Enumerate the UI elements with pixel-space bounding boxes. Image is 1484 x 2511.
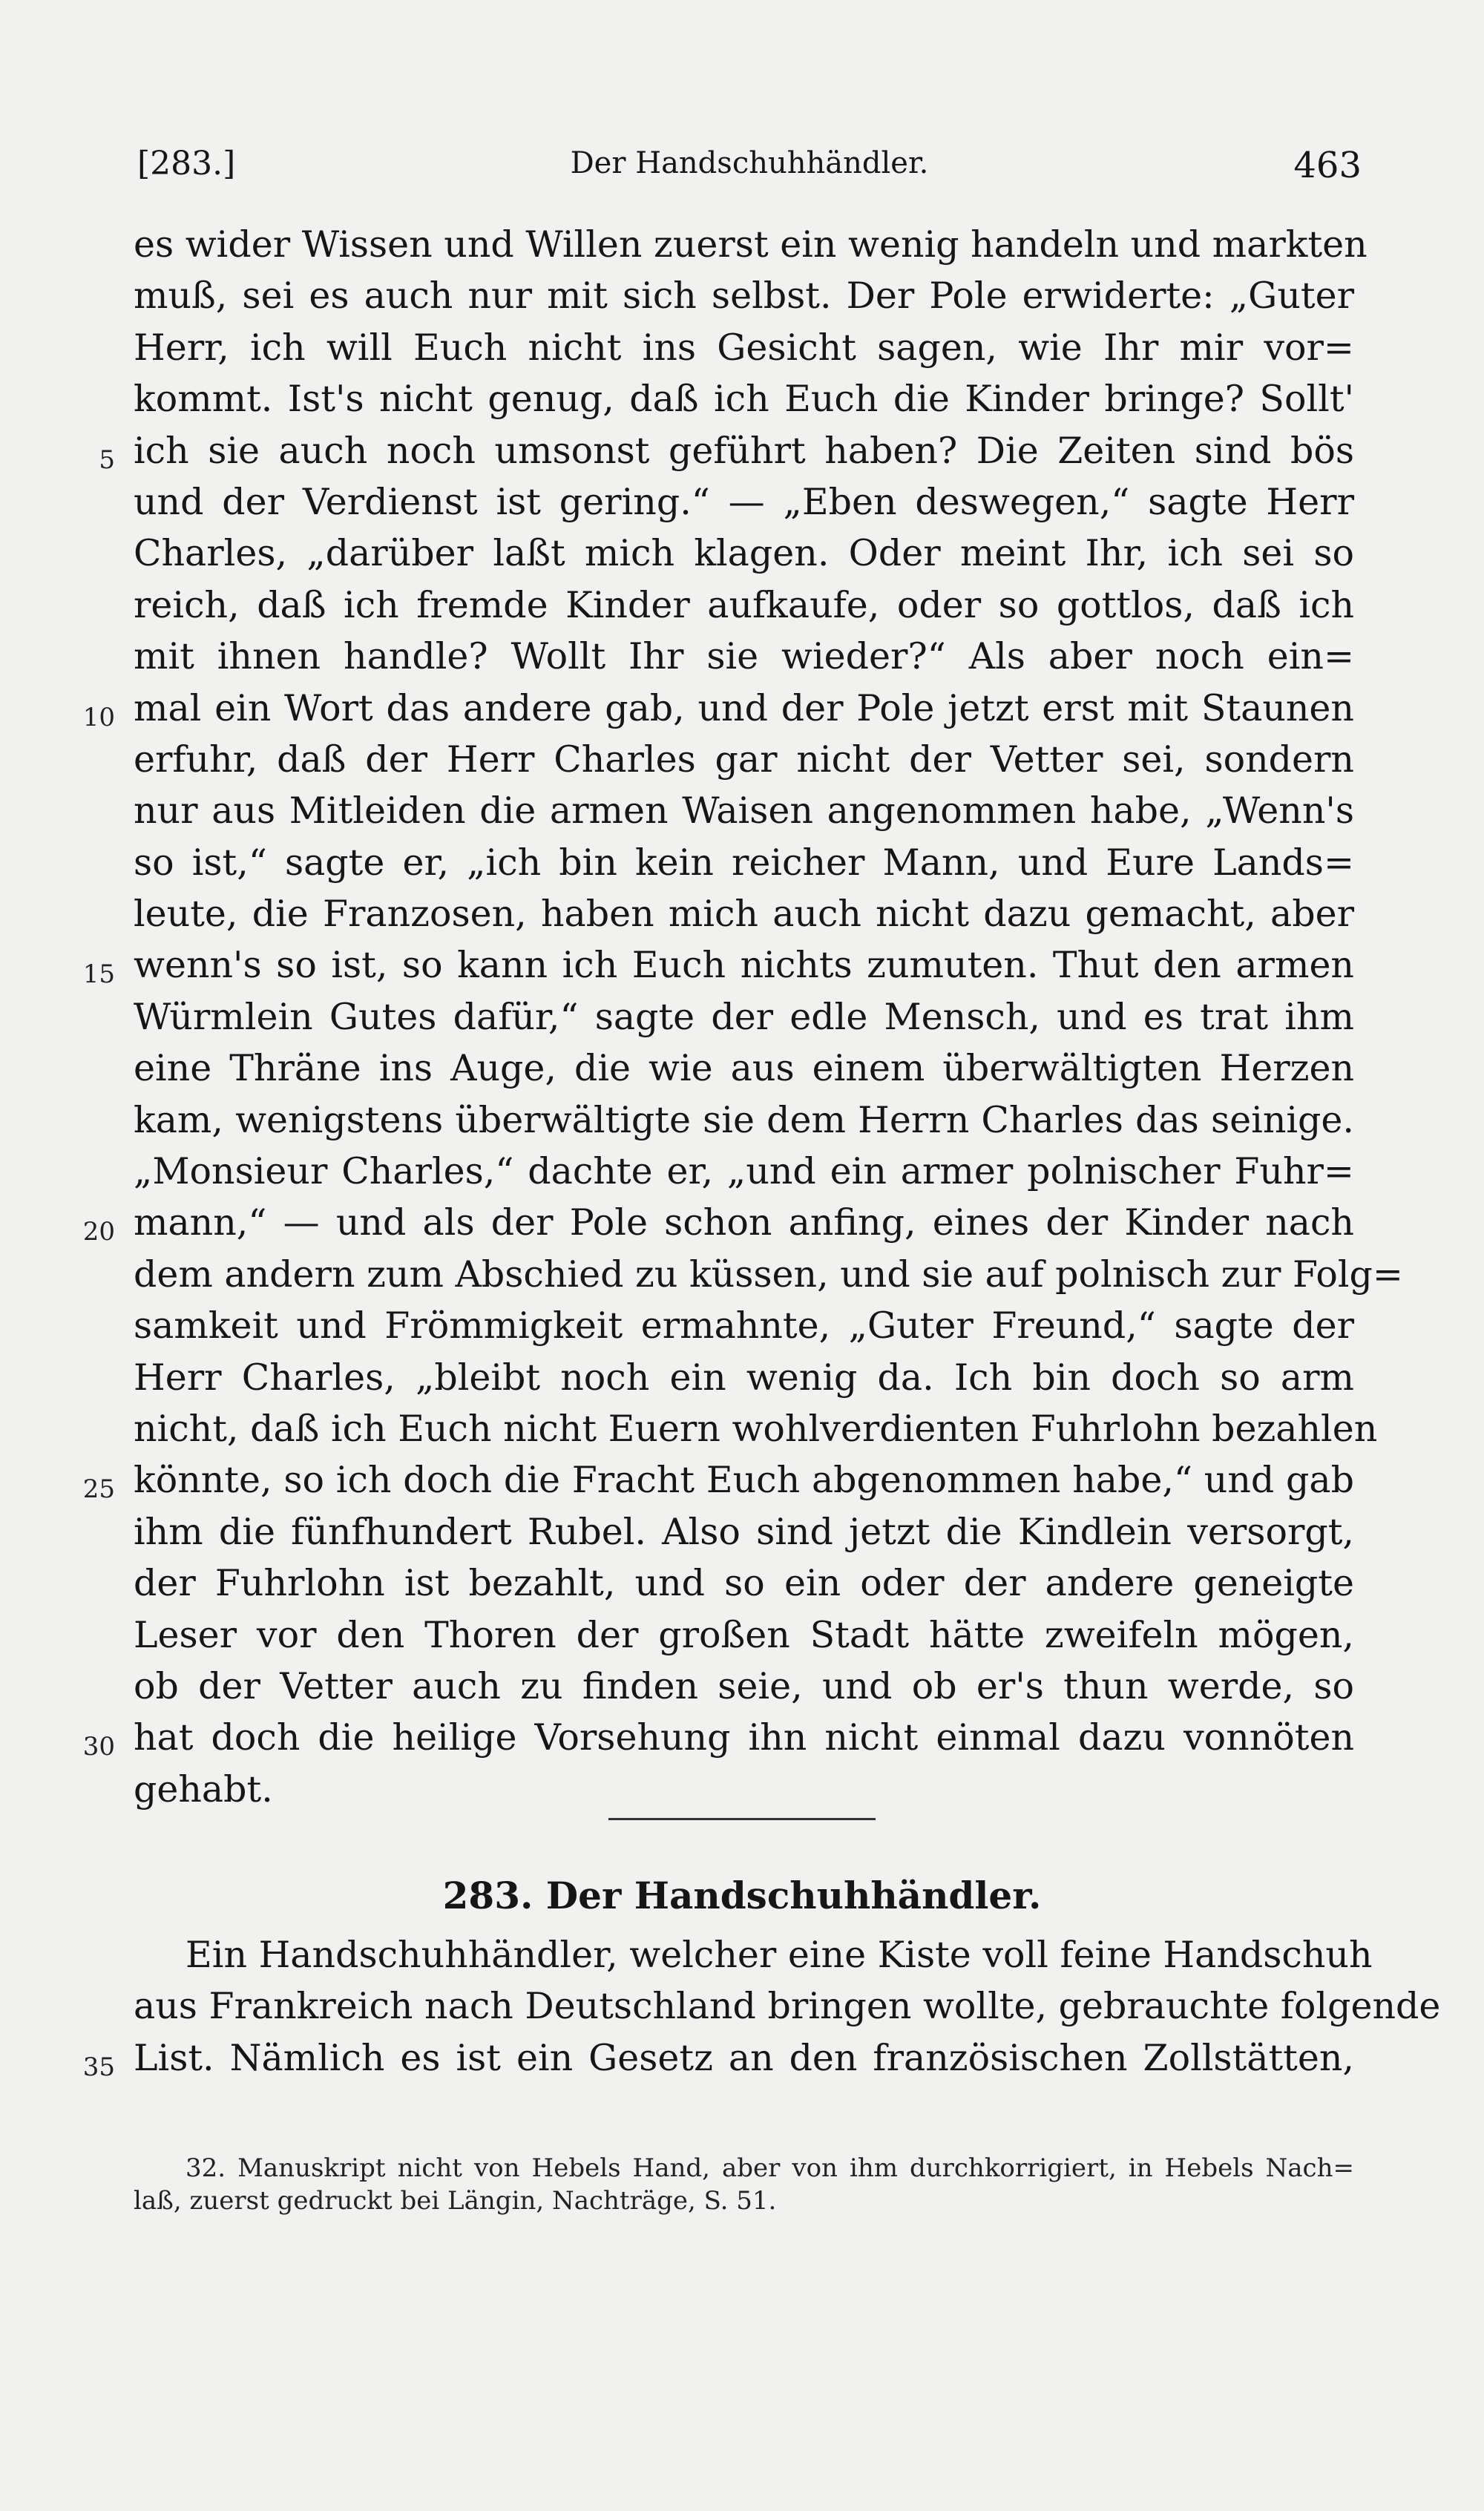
page-number: 463: [1293, 145, 1362, 186]
text-line: [0, 1458, 1484, 1509]
text-line: [0, 1664, 1484, 1716]
line-text: der Fuhrlohn ist bezahlt, und so ein oder der andere geneigte: [134, 1562, 1354, 1605]
text-line: [0, 1201, 1484, 1252]
line-number: 10: [82, 702, 115, 732]
line-number: 5: [99, 444, 115, 475]
line-text: leute, die Franzosen, haben mich auch nicht dazu gemacht, aber: [134, 893, 1354, 936]
section-divider: [608, 1818, 876, 1820]
text-line: [0, 1253, 1484, 1304]
text-line: [0, 480, 1484, 531]
text-line: [0, 223, 1484, 274]
footnote: [134, 2152, 1354, 2217]
line-text: Leser vor den Thoren der großen Stadt hätte zweifeln mögen,: [134, 1613, 1354, 1656]
text-line: [0, 943, 1484, 994]
text-line: [0, 274, 1484, 325]
line-text: ob der Vetter auch zu finden seie, und ob er's thun werde, so: [134, 1664, 1354, 1707]
line-text: nicht, daß ich Euch nicht Euern wohlverdienten Fuhrlohn bezahlen: [134, 1407, 1378, 1450]
line-text: Charles, „darüber laßt mich klagen. Oder meint Ihr, ich sei so: [134, 532, 1354, 575]
line-number: 15: [82, 959, 115, 990]
line-text: eine Thräne ins Auge, die wie aus einem überwältigten Herzen: [134, 1047, 1354, 1090]
line-text: muß, sei es auch nur mit sich selbst. Der Pole erwiderte: „Guter: [134, 275, 1354, 318]
text-line: [0, 1716, 1484, 1767]
text-line: [0, 892, 1484, 943]
text-line: [0, 1098, 1484, 1149]
line-text: aus Frankreich nach Deutschland bringen wollte, gebrauchte folgende: [134, 1985, 1441, 2028]
text-line: [0, 326, 1484, 377]
line-text: nur aus Mitleiden die armen Waisen angenommen habe, „Wenn's: [134, 790, 1354, 833]
text-line: [0, 1767, 1484, 1819]
text-line: [0, 841, 1484, 892]
line-text: hat doch die heilige Vorsehung ihn nicht einmal dazu vonnöten: [134, 1716, 1354, 1759]
text-line: [0, 377, 1484, 428]
line-text: Herr, ich will Euch nicht ins Gesicht sagen, wie Ihr mir vor=: [134, 326, 1354, 369]
text-line: [0, 686, 1484, 738]
page-header: [137, 137, 1362, 197]
text-line: [0, 583, 1484, 634]
line-text: mal ein Wort das andere gab, und der Pole jetzt erst mit Staunen: [134, 686, 1354, 729]
line-text: ich sie auch noch umsonst geführt haben? Die Zeiten sind bös: [134, 429, 1354, 472]
line-text: es wider Wissen und Willen zuerst ein wenig handeln und markten: [134, 223, 1368, 266]
line-number: 25: [82, 1474, 115, 1505]
line-text: und der Verdienst ist gering.“ — „Eben deswegen,“ sagte Herr: [134, 480, 1354, 523]
line-text: so ist,“ sagte er, „ich bin kein reicher Mann, und Eure Lands=: [134, 841, 1354, 884]
text-line: [0, 789, 1484, 840]
line-text: Ein Handschuhhändler, welcher eine Kiste voll feine Handschuh: [186, 1934, 1373, 1976]
body-text: [0, 223, 1484, 1819]
footnote-line: 32. Manuskript nicht von Hebels Hand, aber von ihm durchkorrigiert, in Hebels Nach=: [186, 2153, 1354, 2183]
line-text: dem andern zum Abschied zu küssen, und sie auf polnisch zur Folg=: [134, 1253, 1403, 1296]
text-line: [0, 1613, 1484, 1664]
text-line: [0, 1356, 1484, 1407]
line-text: könnte, so ich doch die Fracht Euch abgenommen habe,“ und gab: [134, 1459, 1354, 1502]
text-line: [0, 429, 1484, 480]
text-line: [0, 1510, 1484, 1561]
text-line: [0, 1149, 1484, 1201]
line-text: gehabt.: [134, 1767, 273, 1811]
line-text: kommt. Ist's nicht genug, daß ich Euch die Kinder bringe? Sollt': [134, 378, 1354, 421]
section-title: 283. Der Handschuhhändler.: [442, 1874, 1042, 1917]
text-line: [0, 1561, 1484, 1612]
running-title: Der Handschuhhändler.: [570, 146, 929, 180]
text-line: [0, 531, 1484, 582]
section-reference: [283.]: [137, 145, 236, 183]
text-line: [0, 738, 1484, 789]
line-text: mann,“ — und als der Pole schon anfing, eines der Kinder nach: [134, 1201, 1354, 1244]
line-text: Herr Charles, „bleibt noch ein wenig da. Ich bin doch so arm: [134, 1356, 1354, 1399]
text-line: [0, 1984, 1484, 2035]
line-text: „Monsieur Charles,“ dachte er, „und ein armer polnischer Fuhr=: [134, 1150, 1354, 1193]
line-text: Würmlein Gutes dafür,“ sagte der edle Mensch, und es trat ihm: [134, 995, 1354, 1038]
line-text: erfuhr, daß der Herr Charles gar nicht der Vetter sei, sondern: [134, 738, 1354, 781]
text-line: [0, 634, 1484, 686]
line-text: samkeit und Frömmigkeit ermahnte, „Guter Freund,“ sagte der: [134, 1304, 1354, 1348]
footnote-line: laß, zuerst gedruckt bei Längin, Nachträge, S. 51.: [134, 2186, 777, 2216]
text-line: [0, 1304, 1484, 1355]
line-number: 30: [82, 1732, 115, 1762]
line-number: 20: [82, 1217, 115, 1247]
line-text: mit ihnen handle? Wollt Ihr sie wieder?“ Als aber noch ein=: [134, 635, 1354, 678]
line-text: ihm die fünfhundert Rubel. Also sind jetzt die Kindlein versorgt,: [134, 1510, 1354, 1553]
text-line: [0, 1046, 1484, 1097]
line-text: kam, wenigstens überwältigte sie dem Herrn Charles das seinige.: [134, 1098, 1354, 1141]
text-line: [0, 2036, 1484, 2087]
line-text: wenn's so ist, so kann ich Euch nichts zumuten. Thut den armen: [134, 944, 1354, 987]
text-line: [0, 995, 1484, 1046]
text-line: [0, 1407, 1484, 1458]
line-number: 35: [82, 2052, 115, 2082]
line-text: reich, daß ich fremde Kinder aufkaufe, oder so gottlos, daß ich: [134, 583, 1354, 626]
text-line: [0, 1933, 1484, 1984]
line-text: List. Nämlich es ist ein Gesetz an den französischen Zollstätten,: [134, 2036, 1354, 2079]
section-text: [0, 1933, 1484, 2087]
